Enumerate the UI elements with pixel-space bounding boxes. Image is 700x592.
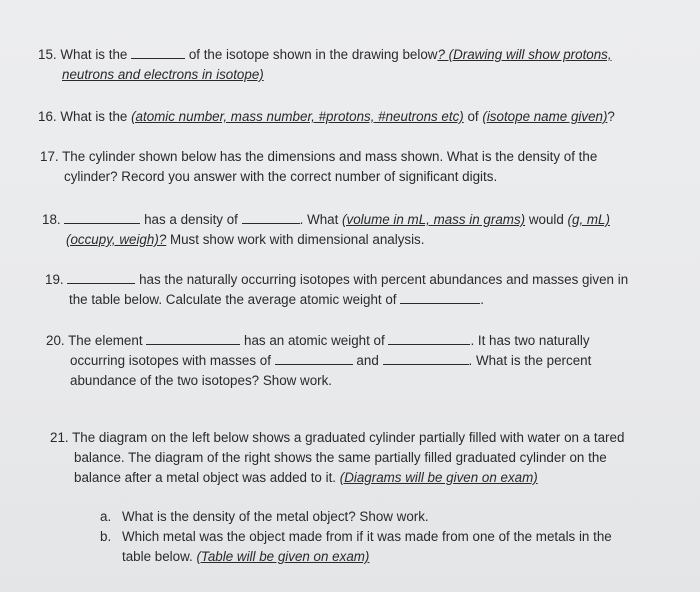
answer-blank[interactable] (242, 211, 300, 224)
question-16: 16. What is the (atomic number, mass number, #protons, #neutrons etc) of (isotope name given)? (38, 109, 615, 124)
question-number: 19. (45, 272, 64, 287)
question-number: 21. (50, 430, 69, 445)
answer-blank[interactable] (275, 352, 353, 365)
question-number: 20. (46, 333, 65, 348)
answer-blank[interactable] (131, 46, 185, 59)
item-label: b. (100, 529, 112, 544)
item-label: a. (100, 509, 112, 524)
answer-blank[interactable] (383, 352, 469, 365)
question-20: 20. The element has an atomic weight of . It has two naturally occurring isotopes with masses of and . What is the percent abundance of the two isotopes? Show work. (46, 333, 592, 388)
question-number: 18. (42, 212, 61, 227)
answer-blank[interactable] (64, 211, 140, 224)
answer-blank[interactable] (67, 271, 135, 284)
question-21b: b. Which metal was the object made from if it was made from one of the metals in the table below. (Table will be given on exam) (100, 529, 612, 564)
question-number: 15. (38, 47, 57, 62)
question-19: 19. has the naturally occurring isotopes with percent abundances and masses given in the table below. Calculate the average atomic weight of . (45, 272, 629, 307)
answer-blank[interactable] (400, 291, 480, 304)
question-21a: a. What is the density of the metal object? Show work. (100, 507, 429, 527)
question-21: 21. The diagram on the left below shows a graduated cylinder partially filled with water on a tared balance. The diagram of the right shows the same partially filled graduated cylinder on the balance after a metal object was added to it. (Diagrams will be given on exam) (50, 430, 625, 485)
question-number: 17. (40, 149, 59, 164)
question-number: 16. (38, 109, 57, 124)
question-15: 15. What is the of the isotope shown in the drawing below? (Drawing will show protons, neutrons and electrons in isotope) (38, 47, 612, 82)
question-17: 17. The cylinder shown below has the dimensions and mass shown. What is the density of the cylinder? Record you answer with the correct number of significant digits. (40, 149, 598, 184)
answer-blank[interactable] (146, 332, 240, 345)
question-18: 18. has a density of . What (volume in mL, mass in grams) would (g, mL) (occupy, weigh)? Must show work with dimensional analysis. (42, 212, 610, 247)
answer-blank[interactable] (388, 332, 470, 345)
